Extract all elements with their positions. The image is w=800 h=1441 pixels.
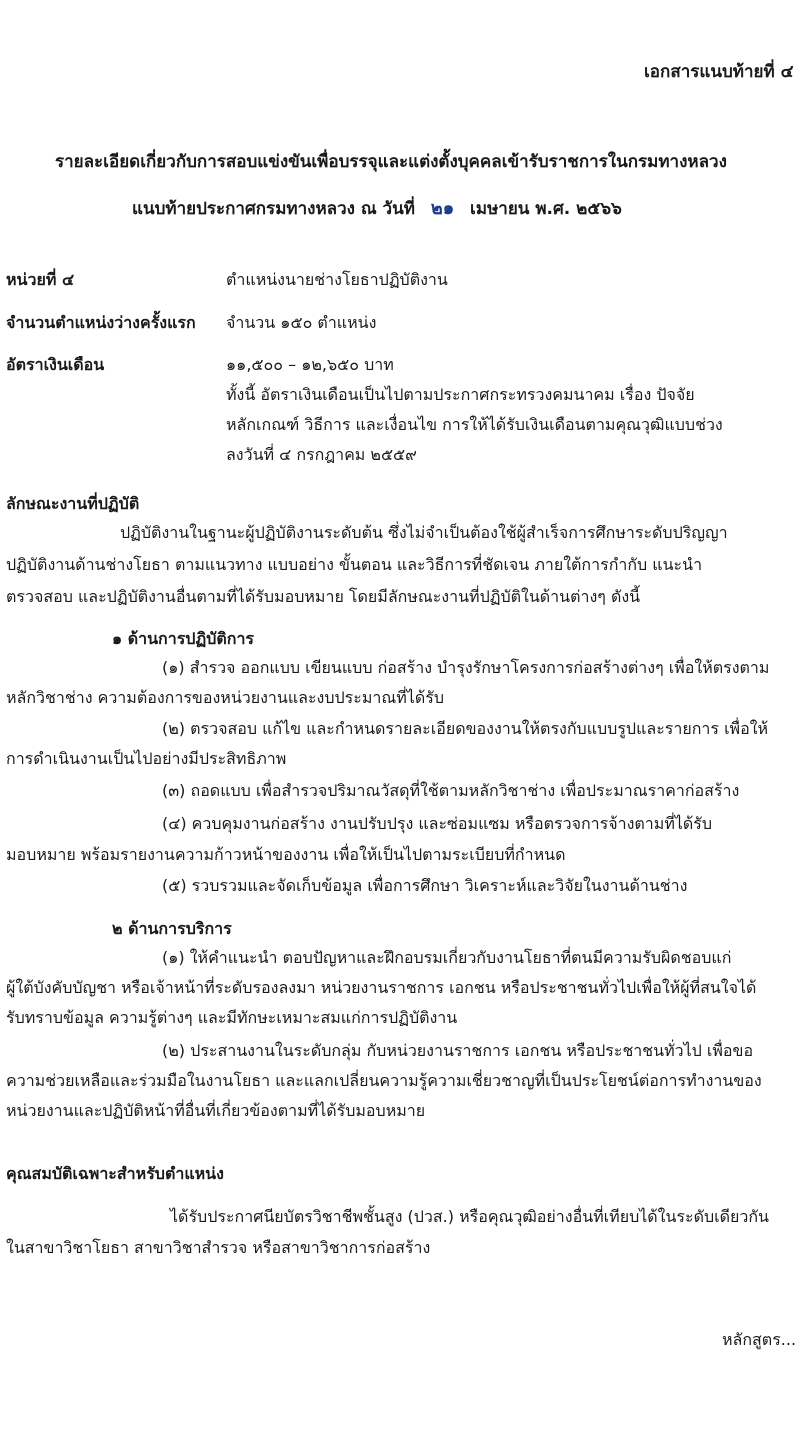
duties-intro-line: ปฏิบัติงานด้านช่างโยธา ตามแนวทาง แบบอย่าง ขั้นตอน และวิธีการที่ชัดเจน ภายใต้การกำกับ แนะนำ (6, 555, 703, 574)
salary-note-line: ทั้งนี้ อัตราเงินเดือนเป็นไปตามประกาศกระทรวงคมนาคม เรื่อง ปัจจัย (226, 385, 695, 404)
section1-item: (๑) สำรวจ ออกแบบ เขียนแบบ ก่อสร้าง บำรุงรักษาโครงการก่อสร้างต่างๆ เพื่อให้ตรงตาม (162, 658, 770, 677)
vacancy-value: จำนวน ๑๕๐ ตำแหน่ง (226, 313, 377, 332)
section2-item-cont: หน่วยงานและปฏิบัติหน้าที่อื่นที่เกี่ยวข้องตามที่ได้รับมอบหมาย (6, 1101, 426, 1120)
section2-heading: ๒ ด้านการบริการ (112, 919, 232, 938)
qualification-line: ในสาขาวิชาโยธา สาขาวิชาสำรวจ หรือสาขาวิชาการก่อสร้าง (6, 1238, 431, 1257)
unit-label: หน่วยที่ ๔ (6, 270, 75, 289)
section2-item-cont: รับทราบข้อมูล ความรู้ต่างๆ และมีทักษะเหมาะสมแก่การปฏิบัติงาน (6, 1008, 458, 1027)
duties-intro-line: ตรวจสอบ และปฏิบัติงานอื่นตามที่ได้รับมอบหมาย โดยมีลักษณะงานที่ปฏิบัติในด้านต่างๆ ดังนี้ (6, 587, 641, 606)
salary-note-line: ลงวันที่ ๔ กรกฎาคม ๒๕๕๙ (226, 445, 417, 464)
section1-item-cont: การดำเนินงานเป็นไปอย่างมีประสิทธิภาพ (6, 749, 287, 768)
qualification-heading: คุณสมบัติเฉพาะสำหรับตำแหน่ง (6, 1164, 224, 1183)
unit-value: ตำแหน่งนายช่างโยธาปฏิบัติงาน (226, 270, 448, 289)
salary-note-line: หลักเกณฑ์ วิธีการ และเงื่อนไข การให้ได้รับเงินเดือนตามคุณวุฒิแบบช่วง (226, 415, 723, 434)
title-prefix: แนบท้ายประกาศกรมทางหลวง ณ วันที่ (132, 199, 415, 219)
salary-label: อัตราเงินเดือน (6, 355, 105, 374)
handwritten-day: ๒๑ (430, 198, 455, 219)
section1-item: (๕) รวบรวมและจัดเก็บข้อมูล เพื่อการศึกษา วิเคราะห์และวิจัยในงานด้านช่าง (162, 876, 688, 895)
section1-item: (๔) ควบคุมงานก่อสร้าง งานปรับปรุง และซ่อมแซม หรือตรวจการจ้างตามที่ได้รับ (162, 814, 713, 833)
document-title-line2 (132, 197, 622, 221)
section1-item: (๓) ถอดแบบ เพื่อสำรวจปริมาณวัสดุที่ใช้ตามหลักวิชาช่าง เพื่อประมาณราคาก่อสร้าง (162, 781, 740, 800)
document-title-line1: รายละเอียดเกี่ยวกับการสอบแข่งขันเพื่อบรรจุและแต่งตั้งบุคคลเข้ารับราชการในกรมทางหลวง (55, 152, 727, 172)
section1-item-cont: หลักวิชาช่าง ความต้องการของหน่วยงานและงบประมาณที่ได้รับ (6, 688, 444, 707)
qualification-line: ได้รับประกาศนียบัตรวิชาชีพชั้นสูง (ปวส.) หรือคุณวุฒิอย่างอื่นที่เทียบได้ในระดับเดียวกัน (170, 1207, 769, 1226)
section1-item-cont: มอบหมาย พร้อมรายงานความก้าวหน้าของงาน เพื่อให้เป็นไปตามระเบียบที่กำหนด (6, 845, 566, 864)
section1-item: (๒) ตรวจสอบ แก้ไข และกำหนดรายละเอียดของงานให้ตรงกับแบบรูปและรายการ เพื่อให้ (162, 719, 769, 738)
duties-heading: ลักษณะงานที่ปฏิบัติ (6, 494, 140, 513)
salary-value: ๑๑,๕๐๐ – ๑๒,๖๕๐ บาท (226, 355, 394, 374)
attachment-label: เอกสารแนบท้ายที่ ๔ (644, 62, 794, 82)
section2-item: (๒) ประสานงานในระดับกลุ่ม กับหน่วยงานราชการ เอกชน หรือประชาชนทั่วไป เพื่อขอ (162, 1041, 754, 1060)
duties-intro-line: ปฏิบัติงานในฐานะผู้ปฏิบัติงานระดับต้น ซึ่งไม่จำเป็นต้องใช้ผู้สำเร็จการศึกษาระดับปริญญา (120, 523, 728, 542)
vacancy-label: จำนวนตำแหน่งว่างครั้งแรก (6, 313, 196, 332)
section1-heading: ๑ ด้านการปฏิบัติการ (112, 629, 255, 648)
section2-item: (๑) ให้คำแนะนำ ตอบปัญหาและฝึกอบรมเกี่ยวกับงานโยธาที่ตนมีความรับผิดชอบแก่ (162, 948, 732, 967)
section2-item-cont: ความช่วยเหลือและร่วมมือในงานโยธา และแลกเปลี่ยนความรู้ความเชี่ยวชาญที่เป็นประโยชน์ต่อการทำงานของ (6, 1071, 762, 1090)
section2-item-cont: ผู้ใต้บังคับบัญชา หรือเจ้าหน้าที่ระดับรองลงมา หน่วยงานราชการ เอกชน หรือประชาชนทั่วไปเพื่อให้ผู้ที่สนใจได้ (6, 978, 757, 997)
title-suffix: เมษายน พ.ศ. ๒๕๖๖ (470, 199, 622, 219)
continued-marker: หลักสูตร... (722, 1330, 797, 1349)
